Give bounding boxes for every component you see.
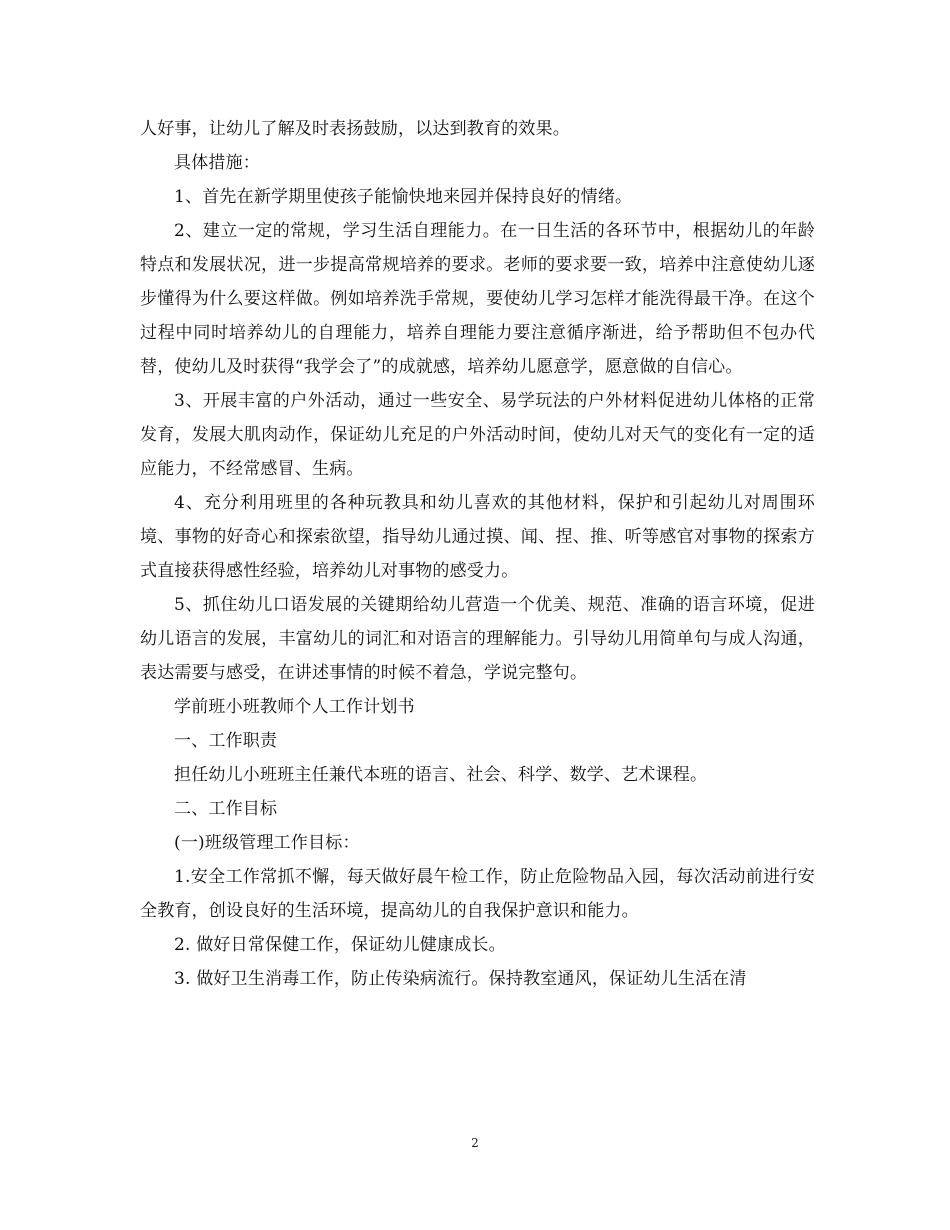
paragraph-3: 1、首先在新学期里使孩子能愉快地来园并保持良好的情绪。 xyxy=(174,187,633,207)
page-number: 2 xyxy=(471,1136,479,1150)
paragraph-health: 2. 做好日常保健工作，保证幼儿健康成长。 xyxy=(174,935,506,955)
section-title: 学前班小班教师个人工作计划书 xyxy=(174,697,415,717)
heading-work-goals: 二、工作目标 xyxy=(174,799,278,819)
paragraph-2: 具体措施： xyxy=(174,153,260,173)
paragraph-6: 4、充分利用班里的各种玩教具和幼儿喜欢的其他材料，保护和引起幼儿对周围环境、事物的好奇心和探索欲望，指导幼儿通过摸、闻、捏、推、听等感官对事物的探索方式直接获得感性经验，培养幼儿对事物的感受力。 xyxy=(140,493,815,581)
paragraph-5: 3、开展丰富的户外活动，通过一些安全、易学玩法的户外材料促进幼儿体格的正常发育，发展大肌肉动作，保证幼儿充足的户外活动时间，使幼儿对天气的变化有一定的适应能力，不经常感冒、生病。 xyxy=(140,391,815,479)
heading-work-duties: 一、工作职责 xyxy=(174,731,278,751)
paragraph-1: 人好事，让幼儿了解及时表扬鼓励，以达到教育的效果。 xyxy=(140,119,570,139)
document-body xyxy=(140,112,815,996)
paragraph-4: 2、建立一定的常规，学习生活自理能力。在一日生活的各环节中，根据幼儿的年龄特点和发展状况，进一步提高常规培养的要求。老师的要求要一致，培养中注意使幼儿逐步懂得为什么要这样做。例如培养洗手常规，要使幼儿学习怎样才能洗得最干净。在这个过程中同时培养幼儿的自理能力，培养自理能力要注意循序渐进，给予帮助但不包办代替，使幼儿及时获得“我学会了”的成就感，培养幼儿愿意学，愿意做的自信心。 xyxy=(140,221,815,377)
paragraph-hygiene: 3. 做好卫生消毒工作，防止传染病流行。保持教室通风，保证幼儿生活在清 xyxy=(174,969,747,989)
paragraph-7: 5、抓住幼儿口语发展的关键期给幼儿营造一个优美、规范、准确的语言环境，促进幼儿语言的发展，丰富幼儿的词汇和对语言的理解能力。引导幼儿用简单句与成人沟通，表达需要与感受，在讲述事情的时候不着急，学说完整句。 xyxy=(140,595,815,683)
paragraph-duties: 担任幼儿小班班主任兼代本班的语言、社会、科学、数学、艺术课程。 xyxy=(174,765,708,785)
subheading-class-management: (一)班级管理工作目标： xyxy=(174,833,360,853)
paragraph-safety: 1.安全工作常抓不懈，每天做好晨午检工作，防止危险物品入园，每次活动前进行安全教育，创设良好的生活环境，提高幼儿的自我保护意识和能力。 xyxy=(140,867,815,921)
